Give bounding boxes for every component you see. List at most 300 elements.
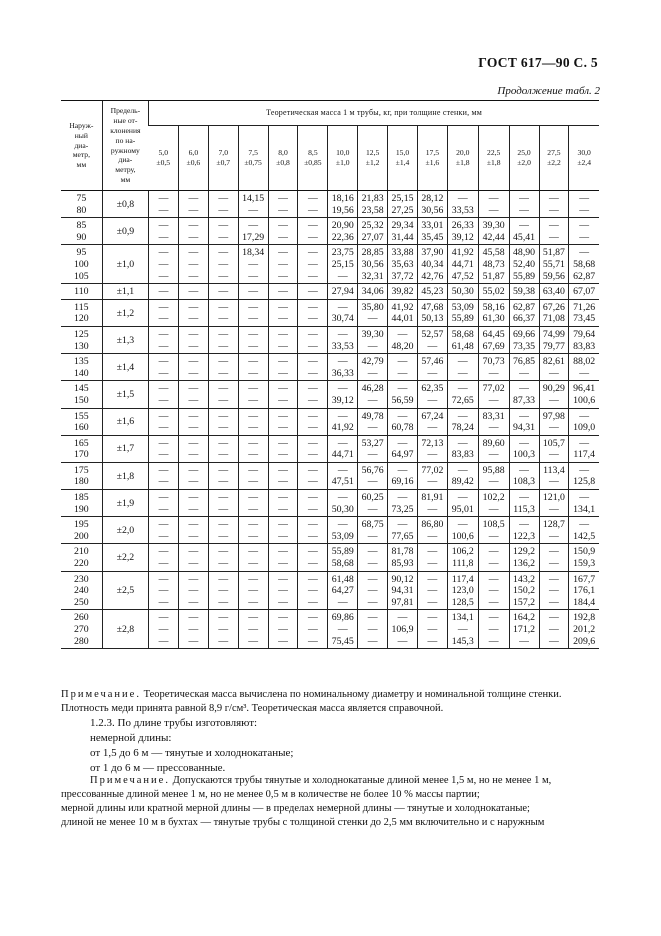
mass-cell: 51,87 55,71 59,56	[539, 245, 569, 284]
mass-cell: 55,02	[478, 284, 509, 300]
mass-cell: — —	[178, 191, 208, 218]
thickness-header: 12,5 ±1,2	[358, 126, 388, 191]
mass-cell: — —	[238, 462, 268, 489]
mass-cell: — —	[208, 517, 238, 544]
mass-cell: 48,90 52,40 55,89	[509, 245, 539, 284]
mass-cell: 37,90 40,34 42,76	[417, 245, 447, 284]
mass-cell: — —	[178, 544, 208, 571]
mass-cell: — — —	[417, 610, 447, 649]
diameter-cell: 115 120	[74, 301, 89, 325]
mass-cell: — — —	[208, 610, 238, 649]
mass-cell: — —	[208, 354, 238, 381]
mass-cell: — —	[238, 435, 268, 462]
mass-cell: — 78,24	[447, 408, 478, 435]
mass-cell: 18,16 19,56	[328, 191, 358, 218]
mass-cell: 143,2 150,2 157,2	[509, 571, 539, 610]
mass-cell: — — —	[298, 571, 328, 610]
thickness-header: 25,0 ±2,0	[509, 126, 539, 191]
thickness-header: 10,0 ±1,0	[328, 126, 358, 191]
mass-cell: 60,25 —	[358, 490, 388, 517]
mass-cell: — 47,51	[328, 462, 358, 489]
mass-cell: 33,01 35,45	[417, 218, 447, 245]
mass-cell: — — —	[178, 610, 208, 649]
mass-cell: — 41,92	[328, 408, 358, 435]
thickness-header: 22,5 ±1,8	[478, 126, 509, 191]
mass-cell: —	[178, 284, 208, 300]
mass-cell: — —	[149, 381, 179, 408]
tolerance-cell: ±1,1	[102, 284, 148, 300]
mass-cell: 97,98 —	[539, 408, 569, 435]
mass-cell: 59,38	[509, 284, 539, 300]
thickness-header: 15,0 ±1,4	[388, 126, 418, 191]
mass-cell: — —	[149, 408, 179, 435]
section-heading: 1.2.3. По длине трубы изготовляют:	[90, 717, 258, 729]
mass-cell: 45,58 48,73 51,87	[478, 245, 509, 284]
diameter-cell: 210 220	[74, 546, 89, 570]
mass-cell: — —	[178, 354, 208, 381]
mass-cell: 41,92 44,71 47,52	[447, 245, 478, 284]
tolerance-column-header: Предель- ные от- клонения по на- ружному диа- метру, мм	[102, 101, 148, 191]
mass-cell: — —	[208, 544, 238, 571]
mass-cell: — —	[208, 462, 238, 489]
mass-cell: 96,41 100,6	[569, 381, 599, 408]
diameter-cell: 110	[74, 286, 89, 298]
mass-cell: — — —	[268, 245, 298, 284]
mass-cell: 77,02 —	[417, 462, 447, 489]
note-text: Теоретическая масса вычислена по номинальному диаметру и номинальной толщине стенки. Плотность меди принята равной 8,9 г/см³. Теоретическая масса является справочной.	[61, 689, 562, 714]
mass-cell: — — —	[417, 571, 447, 610]
mass-cell: 67,24 —	[417, 408, 447, 435]
mass-cell: — — —	[298, 245, 328, 284]
mass-cell: 121,0 —	[539, 490, 569, 517]
mass-cell: — —	[298, 381, 328, 408]
section-line: немерной длины:	[90, 732, 172, 744]
mass-cell: 35,80 —	[358, 299, 388, 326]
mass-cell: — 94,31	[509, 408, 539, 435]
mass-cell: — 77,65	[388, 517, 418, 544]
mass-span-header: Теоретическая масса 1 м трубы, кг, при толщине стенки, мм	[149, 101, 599, 126]
mass-cell: — —	[178, 408, 208, 435]
mass-cell: — —	[208, 435, 238, 462]
table-row	[61, 490, 599, 517]
mass-cell: 27,94	[328, 284, 358, 300]
mass-cell: — —	[268, 435, 298, 462]
mass-cell: — —	[298, 354, 328, 381]
mass-cell: 67,07	[569, 284, 599, 300]
mass-cell: — —	[208, 299, 238, 326]
diameter-cell: 195 200	[74, 519, 89, 542]
mass-cell: — 50,30	[328, 490, 358, 517]
mass-cell: — — —	[149, 245, 179, 284]
mass-cell: 58,16 61,30	[478, 299, 509, 326]
mass-cell: — 45,41	[509, 218, 539, 245]
mass-cell: — 100,6	[447, 517, 478, 544]
mass-cell: — —	[149, 218, 179, 245]
mass-cell: 21,83 23,58	[358, 191, 388, 218]
tolerance-cell: ±1,5	[102, 381, 148, 408]
mass-cell: 164,2 171,2 —	[509, 610, 539, 649]
mass-cell: — — —	[268, 610, 298, 649]
mass-cell: — 17,29	[238, 218, 268, 245]
mass-cell: — 30,74	[328, 299, 358, 326]
mass-cell: — —	[178, 462, 208, 489]
mass-cell: 83,31 —	[478, 408, 509, 435]
mass-cell: 52,57 —	[417, 326, 447, 353]
mass-cell: 150,9 159,3	[569, 544, 599, 571]
mass-cell: 34,06	[358, 284, 388, 300]
thickness-header: 8,0 ±0,8	[268, 126, 298, 191]
mass-cell: — —	[298, 299, 328, 326]
tolerance-cell: ±1,7	[102, 435, 148, 462]
mass-cell: 49,78 —	[358, 408, 388, 435]
mass-cell: — —	[268, 299, 298, 326]
mass-cell: — — —	[358, 571, 388, 610]
tolerance-cell: ±2,0	[102, 517, 148, 544]
tolerance-cell: ±1,8	[102, 462, 148, 489]
mass-cell: — —	[569, 218, 599, 245]
mass-cell: 39,30 —	[358, 326, 388, 353]
mass-cell: — —	[298, 191, 328, 218]
mass-cell: 39,30 42,44	[478, 218, 509, 245]
mass-cell: — —	[149, 435, 179, 462]
mass-cell: — 87,33	[509, 381, 539, 408]
mass-cell: 82,61 —	[539, 354, 569, 381]
mass-cell: 90,12 94,31 97,81	[388, 571, 418, 610]
mass-cell: 71,26 73,45	[569, 299, 599, 326]
tolerance-cell: ±1,9	[102, 490, 148, 517]
mass-cell: 55,89 58,68	[328, 544, 358, 571]
mass-cell: — —	[238, 299, 268, 326]
mass-cell: — 134,1	[569, 490, 599, 517]
table-row	[61, 462, 599, 489]
mass-cell: 64,45 67,69	[478, 326, 509, 353]
mass-cell: — —	[298, 326, 328, 353]
table-row	[61, 218, 599, 245]
table-row	[61, 354, 599, 381]
mass-cell: — —	[208, 326, 238, 353]
section-1-2-3	[90, 716, 293, 776]
section-line: от 1,5 до 6 м — тянутые и холоднокатаные;	[90, 747, 294, 759]
mass-cell: — 60,78	[388, 408, 418, 435]
mass-cell: 23,75 25,15 —	[328, 245, 358, 284]
mass-cell: — —	[208, 490, 238, 517]
mass-cell: 14,15 —	[238, 191, 268, 218]
mass-cell: — —	[238, 544, 268, 571]
mass-cell: — 64,97	[388, 435, 418, 462]
thickness-header: 7,0 ±0,7	[208, 126, 238, 191]
thickness-header: 30,0 ±2,4	[569, 126, 599, 191]
mass-cell: — 106,9 —	[388, 610, 418, 649]
mass-cell: 167,7 176,1 184,4	[569, 571, 599, 610]
mass-cell: — 83,83	[447, 435, 478, 462]
thickness-header: 20,0 ±1,8	[447, 126, 478, 191]
mass-cell: 89,60 —	[478, 435, 509, 462]
mass-cell: — —	[149, 544, 179, 571]
mass-cell: — 108,3	[509, 462, 539, 489]
mass-cell: — — —	[178, 245, 208, 284]
mass-cell: 117,4 123,0 128,5	[447, 571, 478, 610]
thickness-header: 27,5 ±2,2	[539, 126, 569, 191]
mass-cell: 62,35 —	[417, 381, 447, 408]
mass-cell: — 53,09	[328, 517, 358, 544]
mass-cell: 108,5 —	[478, 517, 509, 544]
table-row	[61, 517, 599, 544]
mass-cell: — —	[298, 408, 328, 435]
diameter-cell: 135 140	[74, 356, 89, 379]
mass-cell: 33,88 35,63 37,72	[388, 245, 418, 284]
mass-cell: 102,2 —	[478, 490, 509, 517]
mass-cell: 26,33 39,12	[447, 218, 478, 245]
tolerance-cell: ±0,8	[102, 191, 148, 218]
mass-cell: 105,7 —	[539, 435, 569, 462]
mass-cell: 53,27 —	[358, 435, 388, 462]
diameter-column-header: Наруж- ный диа- метр, мм	[61, 101, 102, 191]
diameter-cell: 145 150	[74, 383, 89, 406]
diameter-cell: 95 100 105	[74, 247, 89, 282]
mass-cell: — —	[539, 218, 569, 245]
mass-cell: 81,78 85,93	[388, 544, 418, 571]
tolerance-cell: ±2,5	[102, 571, 148, 610]
mass-cell: 90,29 —	[539, 381, 569, 408]
mass-cell: 67,26 71,08	[539, 299, 569, 326]
mass-cell: — 44,71	[328, 435, 358, 462]
thickness-header: 17,5 ±1,6	[417, 126, 447, 191]
table-row	[61, 571, 599, 610]
tolerance-cell: ±1,3	[102, 326, 148, 353]
mass-cell: — 100,3	[509, 435, 539, 462]
mass-cell: 128,7 —	[539, 517, 569, 544]
mass-cell: — 48,20	[388, 326, 418, 353]
mass-cell: — —	[149, 326, 179, 353]
mass-cell: —	[149, 284, 179, 300]
mass-cell: — — —	[208, 245, 238, 284]
mass-cell: — 89,42	[447, 462, 478, 489]
tolerance-cell: ±2,2	[102, 544, 148, 571]
diameter-cell: 155 160	[74, 410, 89, 434]
mass-cell: — —	[539, 191, 569, 218]
diameter-cell: 75 80	[76, 193, 87, 216]
table-row	[61, 299, 599, 326]
mass-cell: — 69,16	[388, 462, 418, 489]
mass-cell: — 36,33	[328, 354, 358, 381]
mass-cell: — —	[238, 517, 268, 544]
mass-cell: 81,91 —	[417, 490, 447, 517]
mass-cell: 45,23	[417, 284, 447, 300]
mass-cell: — 122,3	[509, 517, 539, 544]
mass-cell: — 56,59	[388, 381, 418, 408]
mass-cell: — — —	[238, 610, 268, 649]
mass-cell: — —	[478, 191, 509, 218]
mass-cell: — 73,25	[388, 490, 418, 517]
mass-cell: — —	[178, 326, 208, 353]
thickness-header: 6,0 ±0,6	[178, 126, 208, 191]
mass-cell: — 117,4	[569, 435, 599, 462]
mass-cell: — 33,53	[447, 191, 478, 218]
mass-cell: — —	[417, 544, 447, 571]
mass-cell: — — —	[298, 610, 328, 649]
note-text: Допускаются трубы тянутые и холоднокатаные длиной менее 1,5 м, но не менее 1 м, прессованные длиной менее 1 м, но не менее 0,5 м в количестве не более 10 % массы партии;	[61, 775, 552, 800]
mass-cell: — —	[268, 490, 298, 517]
mass-cell: 72,13 —	[417, 435, 447, 462]
mass-cell: — 39,12	[328, 381, 358, 408]
mass-cell: — 72,65	[447, 381, 478, 408]
tolerance-cell: ±1,4	[102, 354, 148, 381]
mass-cell: — 125,8	[569, 462, 599, 489]
table-row	[61, 326, 599, 353]
tolerance-cell: ±1,2	[102, 299, 148, 326]
mass-cell: — —	[238, 408, 268, 435]
mass-cell: 58,68 61,48	[447, 326, 478, 353]
mass-cell: —	[208, 284, 238, 300]
tolerance-cell: ±1,6	[102, 408, 148, 435]
mass-cell: — —	[178, 381, 208, 408]
mass-cell: — — —	[478, 610, 509, 649]
mass-cell: — —	[149, 191, 179, 218]
mass-cell: — —	[238, 490, 268, 517]
mass-cell: — —	[208, 191, 238, 218]
mass-cell: 29,34 31,44	[388, 218, 418, 245]
mass-cell: — —	[208, 381, 238, 408]
mass-cell: — — —	[238, 571, 268, 610]
mass-cell: — —	[298, 218, 328, 245]
mass-cell: 28,12 30,56	[417, 191, 447, 218]
mass-cell: 88,02 —	[569, 354, 599, 381]
mass-cell: — —	[569, 191, 599, 218]
mass-cell: — —	[208, 408, 238, 435]
mass-cell: 63,40	[539, 284, 569, 300]
mass-cell: — —	[268, 408, 298, 435]
mass-cell: — —	[268, 326, 298, 353]
mass-cell: 62,87 66,37	[509, 299, 539, 326]
tolerance-cell: ±1,0	[102, 245, 148, 284]
mass-cell: — —	[268, 544, 298, 571]
thickness-header: 8,5 ±0,85	[298, 126, 328, 191]
mass-cell: — —	[178, 490, 208, 517]
diameter-cell: 175 180	[74, 464, 89, 488]
mass-cell: — —	[358, 544, 388, 571]
mass-cell: — 58,68 62,87	[569, 245, 599, 284]
section-line: от 1 до 6 м — прессованные.	[90, 762, 226, 774]
diameter-cell: 165 170	[74, 437, 89, 461]
table-row	[61, 381, 599, 408]
mass-cell: — —	[178, 299, 208, 326]
note-line: мерной длины или кратной мерной длины — в пределах немерной длины — тянутые и холоднокатаные;	[61, 803, 530, 814]
mass-cell: 42,79 —	[358, 354, 388, 381]
mass-cell: — — —	[178, 571, 208, 610]
mass-cell: 113,4 —	[539, 462, 569, 489]
table-row	[61, 408, 599, 435]
note-label: Примечание.	[61, 689, 141, 700]
table-row	[61, 245, 599, 284]
mass-cell: — — —	[358, 610, 388, 649]
mass-cell: — 142,5	[569, 517, 599, 544]
mass-cell: — — —	[539, 610, 569, 649]
mass-cell: — —	[298, 544, 328, 571]
mass-cell: — —	[268, 191, 298, 218]
table-row	[61, 610, 599, 649]
mass-cell: 77,02 —	[478, 381, 509, 408]
diameter-cell: 230 240 250	[74, 573, 89, 608]
diameter-cell: 125 130	[74, 328, 89, 352]
mass-cell: — —	[149, 462, 179, 489]
mass-cell: — —	[509, 191, 539, 218]
mass-cell: — —	[208, 218, 238, 245]
mass-cell: 46,28 —	[358, 381, 388, 408]
note-theoretical-mass	[61, 688, 599, 716]
thickness-header: 7,5 ±0,75	[238, 126, 268, 191]
mass-cell: — —	[298, 435, 328, 462]
mass-cell: — —	[298, 462, 328, 489]
mass-cell: — —	[149, 517, 179, 544]
mass-cell: —	[298, 284, 328, 300]
note-line: длиной не менее 10 м в бухтах — тянутые трубы с толщиной стенки до 2,5 мм включительно и с наружным	[61, 817, 545, 828]
mass-cell: 39,82	[388, 284, 418, 300]
thickness-header: 5,0 ±0,5	[149, 126, 179, 191]
mass-cell: 79,64 83,83	[569, 326, 599, 353]
mass-cell: 56,76 —	[358, 462, 388, 489]
page-header: ГОСТ 617—90 С. 5	[478, 55, 598, 70]
mass-cell: — —	[298, 517, 328, 544]
mass-cell: — 115,3	[509, 490, 539, 517]
mass-cell: 25,32 27,07	[358, 218, 388, 245]
mass-cell: — —	[539, 544, 569, 571]
mass-cell: —	[268, 284, 298, 300]
mass-cell: — —	[268, 517, 298, 544]
mass-cell: — — —	[539, 571, 569, 610]
diameter-cell: 260 270 280	[74, 612, 89, 647]
mass-cell: — —	[268, 381, 298, 408]
mass-cell: 76,85 —	[509, 354, 539, 381]
mass-cell: — 33,53	[328, 326, 358, 353]
table-row	[61, 191, 599, 218]
mass-cell: — —	[478, 544, 509, 571]
table-row	[61, 544, 599, 571]
mass-cell: 69,66 73,35	[509, 326, 539, 353]
table-row	[61, 284, 599, 300]
mass-cell: 18,34 — —	[238, 245, 268, 284]
mass-cell: 86,80 —	[417, 517, 447, 544]
mass-cell: — —	[238, 326, 268, 353]
mass-cell: — —	[178, 218, 208, 245]
mass-cell: — — —	[149, 610, 179, 649]
mass-cell: 95,88 —	[478, 462, 509, 489]
diameter-cell: 185 190	[74, 492, 89, 515]
mass-cell: — —	[447, 354, 478, 381]
mass-cell: — — —	[268, 571, 298, 610]
mass-cell: — —	[149, 299, 179, 326]
mass-cell: — —	[268, 462, 298, 489]
mass-cell: — —	[178, 435, 208, 462]
mass-cell: 47,68 50,13	[417, 299, 447, 326]
mass-cell: 25,15 27,25	[388, 191, 418, 218]
mass-cell: — —	[298, 490, 328, 517]
note-length	[61, 774, 599, 830]
mass-cell: 68,75 —	[358, 517, 388, 544]
mass-cell: 61,48 64,27 —	[328, 571, 358, 610]
mass-cell: 28,85 30,56 32,31	[358, 245, 388, 284]
mass-cell: — 109,0	[569, 408, 599, 435]
mass-cell: — —	[238, 354, 268, 381]
mass-cell: — —	[178, 517, 208, 544]
mass-cell: 129,2 136,2	[509, 544, 539, 571]
mass-cell: 192,8 201,2 209,6	[569, 610, 599, 649]
mass-cell: 106,2 111,8	[447, 544, 478, 571]
mass-cell: 74,99 79,77	[539, 326, 569, 353]
mass-cell: 20,90 22,36	[328, 218, 358, 245]
mass-table	[61, 100, 599, 649]
mass-cell: — — —	[208, 571, 238, 610]
mass-cell: — — —	[478, 571, 509, 610]
